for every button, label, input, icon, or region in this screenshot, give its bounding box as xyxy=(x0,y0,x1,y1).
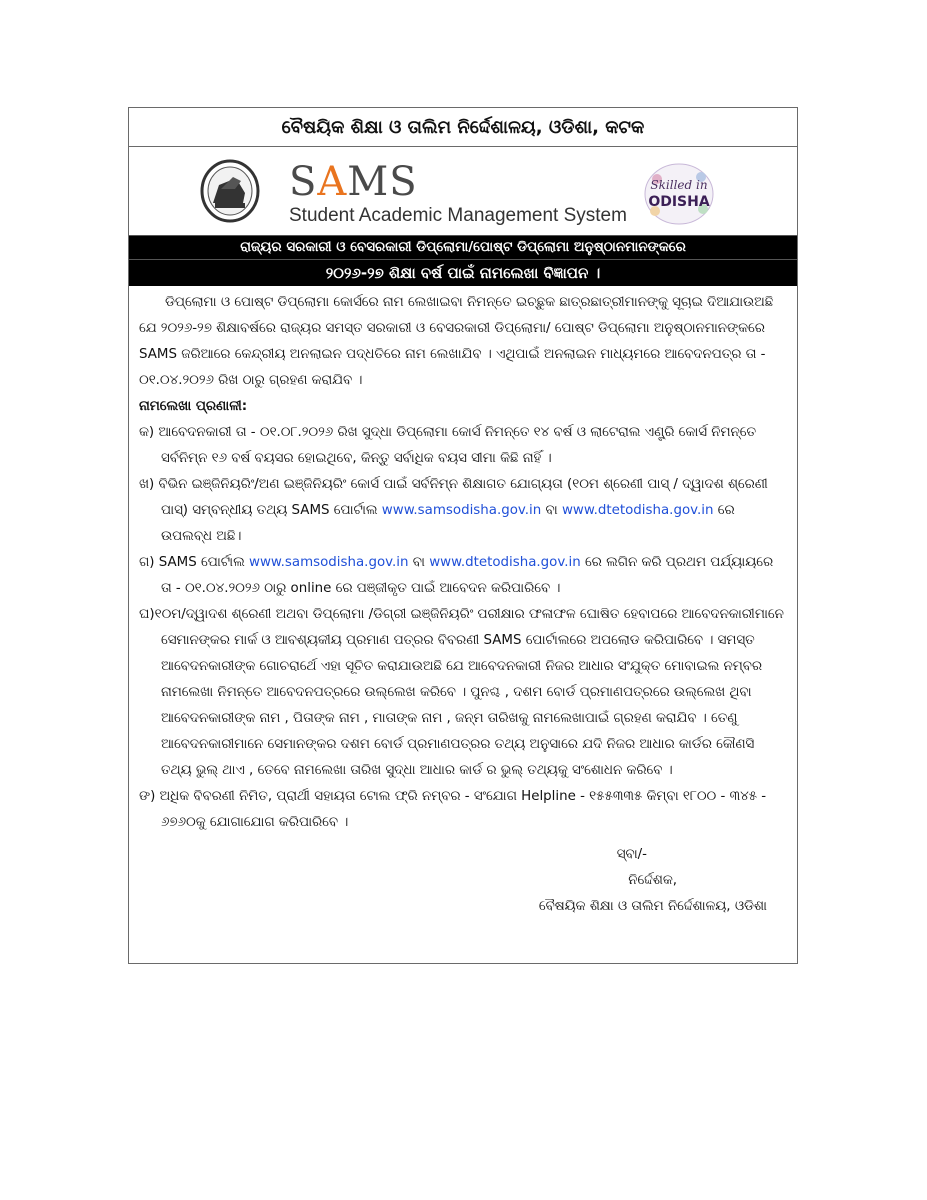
item-ka: କ) ଆବେଦନକାରୀ ତା - ୦୧.୦୮.୨୦୨୬ ରିଖ ସୁଦ୍ଧା ଡିପ୍ଲୋମା କୋର୍ସ ନିମନ୍ତେ ୧୪ ବର୍ଷ ଓ ଲାଟେରାଲ ଏଣ୍ଟ୍ରି କୋର୍ସ ନିମନ୍ତେ ସର୍ବନିମ୍ନ ୧୬ ବର୍ଷ ବୟସର ହୋଇଥିବେ, କିନ୍ତୁ ସର୍ବାଧିକ ବୟସ ସୀମା କିଛି ନାହିଁ । xyxy=(139,425,756,466)
item-nga: ଙ) ଅଧିକ ବିବରଣୀ ନିମିତ, ପ୍ରାର୍ଥୀ ସହାୟତା ଟୋଲ ଫ୍ରି ନମ୍ବର - ସଂଯୋଗ Helpline - ୧୫୫୩୩୫ କିମ୍ବା ୧୮୦୦ - ୩୪୫ - ୬୭୬୦କୁ ଯୋଗାଯୋଗ କରିପାରିବେ । xyxy=(139,789,767,830)
skilled-line1: Skilled in xyxy=(650,178,708,192)
sams-wordmark: SAMS xyxy=(289,159,418,205)
odisha-emblem-icon xyxy=(199,159,261,223)
intro-paragraph: ଡିପ୍ଲୋମା ଓ ପୋଷ୍ଟ ଡିପ୍ଲୋମା କୋର୍ସରେ ନାମ ଲେଖାଇବା ନିମନ୍ତେ ଇଚ୍ଛୁକ ଛାତ୍ରଛାତ୍ରୀମାନଙ୍କୁ ସୂଚାଇ ଦିଆଯାଉଅଛି ଯେ ୨୦୨୬-୨୭ ଶିକ୍ଷାବର୍ଷରେ ରାଜ୍ୟର ସମସ୍ତ ସରକାରୀ ଓ ବେସରକାରୀ ଡିପ୍ଲୋମା/ ପୋଷ୍ଟ ଡିପ୍ଲୋମା ଅନୁଷ୍ଠାନମାନଙ୍କରେ SAMS ଜରିଆରେ କେନ୍ଦ୍ରୀୟ ଅନଲାଇନ ପଦ୍ଧତିରେ ନାମ ଲେଖାଯିବ । ଏଥିପାଇଁ ଅନଲାଇନ ମାଧ୍ୟମରେ ଆବେଦନପତ୍ର ତା - ୦୧.୦୪.୨୦୨୬ ରିଖ ଠାରୁ ଗ୍ରହଣ କରାଯିବ । xyxy=(139,295,774,388)
signature-office: ବୈଷୟିକ ଶିକ୍ଷା ଓ ତାଲିମ ନିର୍ଦ୍ଦେଶାଳୟ, ଓଡିଶା xyxy=(538,899,767,914)
skilled-line2: ODISHA xyxy=(648,194,710,210)
item-kha: ଖ) ବିଭିନ ଇଞ୍ଜିନିୟରିଂ/ଅଣ ଇଞ୍ଜିନିୟରିଂ କୋର୍ସ ପାଇଁ ସର୍ବନିମ୍ନ ଶିକ୍ଷାଗତ ଯୋଗ୍ୟତା (୧୦ମ ଶ୍ରେଣୀ ପାସ୍ / ଦ୍ୱାଦଶ ଶ୍ରେଣୀ ପାସ୍) ସମ୍ବନ୍ଧୀୟ ତଥ୍ୟ SAMS ପୋର୍ଟାଲ www.samsodisha.gov.in ବା www.dtetodisha.gov.in ରେ ଉପଲବ୍ଧ ଅଛି। xyxy=(139,477,768,544)
notice-frame xyxy=(128,107,798,964)
sams-subtitle: Student Academic Management System xyxy=(289,205,627,226)
item-ga: ଗ) SAMS ପୋର୍ଟାଲ www.samsodisha.gov.in ବା www.dtetodisha.gov.in ରେ ଲଗିନ କରି ପ୍ରଥମ ପର୍ଯ୍ୟାୟରେ ତା - ୦୧.୦୪.୨୦୨୬ ଠାରୁ online ରେ ପଞ୍ଜୀକୃତ ପାଇଁ ଆବେଦନ କରିପାରିବେ । xyxy=(139,555,774,596)
office-title: ବୈଷୟିକ ଶିକ୍ଷା ଓ ତାଲିମ ନିର୍ଦ୍ଦେଶାଳୟ, ଓଡିଶା, କଟକ xyxy=(129,108,797,147)
dtetodisha-link-2[interactable]: www.dtetodisha.gov.in xyxy=(429,555,581,570)
samsodisha-link-2[interactable]: www.samsodisha.gov.in xyxy=(249,555,409,570)
samsodisha-link[interactable]: www.samsodisha.gov.in xyxy=(381,503,542,518)
skilled-in-odisha-logo xyxy=(641,161,717,227)
process-heading: ନାମଲେଖା ପ୍ରଣାଳୀ: xyxy=(139,399,248,414)
notice-body xyxy=(129,286,797,836)
notice-band-line1: ରାଜ୍ୟର ସରକାରୀ ଓ ବେସରକାରୀ ଡିପ୍ଲୋମା/ପୋଷ୍ଟ ଡିପ୍ଲୋମା ଅନୁଷ୍ଠାନମାନଙ୍କରେ xyxy=(129,235,797,259)
signature-designation: ନିର୍ଦ୍ଦେଶକ, xyxy=(628,873,677,888)
dtetodisha-link[interactable]: www.dtetodisha.gov.in xyxy=(561,503,714,518)
notice-band-line2: ୨୦୨୬-୨୭ ଶିକ୍ଷା ବର୍ଷ ପାଇଁ ନାମଲେଖା ବିଜ୍ଞାପନ । xyxy=(129,259,797,286)
sams-logo xyxy=(289,161,627,227)
item-gha: ଘ)୧୦ମ/ଦ୍ୱାଦଶ ଶ୍ରେଣୀ ଅଥବା ଡିପ୍ଲୋମା /ଡିଗ୍ରୀ ଇଞ୍ଜିନିୟରିଂ ପରୀକ୍ଷାର ଫଳାଫଳ ଘୋଷିତ ହେବାପରେ ଆବେଦନକାରୀମାନେ ସେମାନଙ୍କର ମାର୍କ ଓ ଆବଶ୍ୟକୀୟ ପ୍ରମାଣ ପତ୍ରର ବିବରଣୀ SAMS ପୋର୍ଟାଲରେ ଅପଲୋଡ କରିପାରିବେ । ସମସ୍ତ ଆବେଦନକାରୀଙ୍କ ଗୋଚରାର୍ଥେ ଏହା ସୂଚିତ କରାଯାଉଅଛି ଯେ ଆବେଦନକାରୀ ନିଜର ଆଧାର ସଂଯୁକ୍ତ ମୋବାଇଲ ନମ୍ବର ନାମଲେଖା ନିମନ୍ତେ ଆବେଦନପତ୍ରରେ ଉଲ୍ଲେଖ କରିବେ । ପୁନଶ୍ଚ , ଦଶମ ବୋର୍ଡ ପ୍ରମାଣପତ୍ରରେ ଉଲ୍ଲେଖ ଥିବା ଆବେଦନକାରୀଙ୍କ ନାମ , ପିତାଙ୍କ ନାମ , ମାତାଙ୍କ ନାମ , ଜନ୍ମ ତାରିଖକୁ ନାମଲେଖାପାଇଁ ଗ୍ରହଣ କରାଯିବ । ତେଣୁ ଆବେଦନକାରୀମାନେ ସେମାନଙ୍କର ଦଶମ ବୋର୍ଡ ପ୍ରମାଣପତ୍ରର ତଥ୍ୟ ଅନୁସାରେ ଯଦି ନିଜର ଆଧାର କାର୍ଡର କୌଣସି ତଥ୍ୟ ଭୁଲ୍ ଥାଏ , ତେବେ ନାମଲେଖା ତାରିଖ ସୁଦ୍ଧା ଆଧାର କାର୍ଡ ର ଭୁଲ୍ ତଥ୍ୟକୁ ସଂଶୋଧନ କରିବେ । xyxy=(139,607,784,778)
signature-block xyxy=(129,842,797,920)
signature-sd: ସ୍ବା/- xyxy=(616,847,647,862)
logo-row xyxy=(129,147,797,235)
